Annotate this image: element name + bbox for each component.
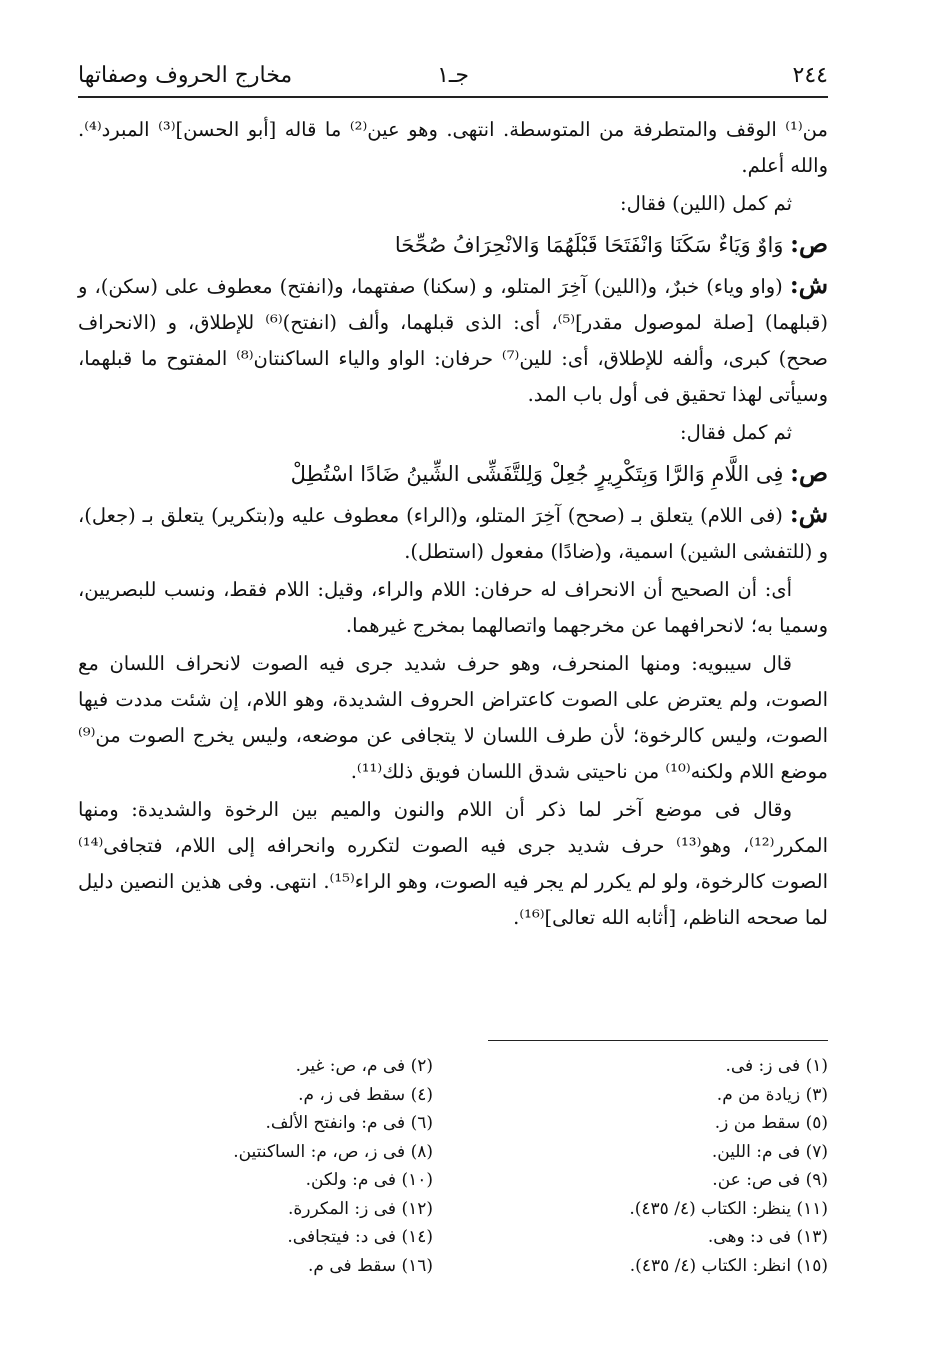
footnote: (٧) فى م: اللين.	[711, 1141, 828, 1162]
commentary-text: (واو وياء) خبرٌ، و(اللين) آخِرَ المتلو، و (سكنا) صفتهما، و(انفتح) معطوف على (سكن)، و (قبلهما) [صلة لموصول مقدر]⁽⁵⁾، أى: الذى قبلهما، وألف (انفتح)⁽⁶⁾ للإطلاق، و (الانحراف صحح) كبرى، وألفه للإطلاق، أى: للين⁽⁷⁾ حرفان: الواو والياء الساكنتان⁽⁸⁾ المفتوح ما قبلهما، وسيأتى لهذا تحقيق فى أول باب المد.	[78, 275, 828, 406]
footnote: (١١) ينظر: الكتاب (٤/ ٤٣٥).	[629, 1198, 828, 1219]
footnote: (٣) زيادة من م.	[716, 1084, 828, 1105]
footnote: (٦) فى م: وانفتح الألف.	[265, 1113, 433, 1133]
footnote: (١٤) فى د: فيتجافى.	[287, 1227, 433, 1247]
volume-label: جـ١	[437, 62, 469, 88]
commentary	[78, 496, 828, 570]
main-text	[78, 112, 828, 938]
footnotes	[78, 1052, 828, 1280]
footnote: (٥) سقط من ز.	[714, 1113, 828, 1133]
verse-tag: ص:	[790, 458, 828, 487]
commentary-text: (فى اللام) يتعلق بـ (صحح) آخِرَ المتلو، و(الراء) معطوف عليه و(بتكرير) يتعلق بـ (جعل)، و (للتفشى الشين) اسمية، و(ضادًا) مفعول (استطل).	[78, 504, 828, 563]
footnote-rule	[488, 1040, 828, 1041]
verse-text: فِى اللَّامِ وَالرَّا وَبِتَكْرِيرٍ جُعِلْ وَلِلتَّفَشِّى الشِّينُ ضَادًا اسْتُطِلْ	[290, 462, 784, 486]
paragraph: من⁽¹⁾ الوقف والمتطرفة من المتوسطة. انتهى. وهو عين⁽²⁾ ما قاله [أبو الحسن]⁽³⁾ المبرد⁽⁴⁾. والله أعلم.	[78, 118, 828, 177]
verse-line	[78, 224, 828, 265]
header-rule	[78, 96, 828, 98]
verse-line	[78, 453, 828, 494]
footnote: (٨) فى ز، ص، م: الساكنتين.	[233, 1141, 433, 1162]
footnote: (١٢) فى ز: المكررة.	[287, 1198, 433, 1219]
running-header	[78, 58, 828, 92]
footnote: (١٠) فى م: ولكن.	[305, 1170, 433, 1190]
page-number: ٢٤٤	[792, 62, 828, 88]
footnote: (١٦) سقط فى م.	[308, 1255, 433, 1276]
paragraph: وقال فى موضع آخر لما ذكر أن اللام والنون والميم بين الرخوة والشديدة: ومنها المكرر⁽¹²⁾، وهو⁽¹³⁾ حرف شديد جرى فيه الصوت لتكرره وانحرافه إلى اللام، فتجافى⁽¹⁴⁾ الصوت كالرخوة، ولو لم يكرر لم يجر فيه الصوت، وهو الراء⁽¹⁵⁾. انتهى. وفى هذين النصين دليل لما صححه الناظم، [أثابه الله تعالى]⁽¹⁶⁾.	[78, 798, 829, 929]
footnote: (١) فى ز: فى.	[725, 1056, 828, 1076]
commentary-tag: ش:	[789, 270, 829, 299]
paragraph: قال سيبويه: ومنها المنحرف، وهو حرف شديد جرى فيه الصوت لانحراف اللسان مع الصوت، ولم يعترض على الصوت كاعتراض الحروف الشديدة، وهو اللام، إن شئت مددت فيها الصوت، وليس كالرخوة؛ لأن طرف اللسان لا يتجافى عن موضعه، وليس يخرج الصوت من⁽⁹⁾ موضع اللام ولكنه⁽¹⁰⁾ من ناحيتى شدق اللسان فويق ذلك⁽¹¹⁾.	[78, 652, 828, 783]
footnote: (٤) سقط فى ز، م.	[298, 1084, 433, 1105]
paragraph: أى: أن الصحيح أن الانحراف له حرفان: اللام والراء، وقيل: اللام فقط، ونسب للبصريين، وسميا به؛ لانحرافهما عن مخرجهما واتصالهما بمخرج غيرهما.	[78, 578, 828, 637]
footnote: (٩) فى ص: عن.	[712, 1170, 828, 1190]
paragraph: ثم كمل (اللين) فقال:	[620, 192, 792, 215]
paragraph: ثم كمل فقال:	[680, 421, 792, 444]
footnote: (٢) فى م، ص: غير.	[295, 1056, 433, 1076]
verse-tag: ص:	[790, 229, 828, 258]
footnote: (١٥) انظر: الكتاب (٤/ ٤٣٥).	[629, 1255, 828, 1276]
commentary-tag: ش:	[789, 499, 828, 528]
chapter-title: مخارج الحروف وصفاتها	[78, 62, 293, 88]
commentary	[78, 267, 828, 413]
footnote: (١٣) فى د: وهى.	[707, 1227, 828, 1247]
verse-text: وَاوٌ وَيَاءٌ سَكَنَا وَانْفَتَحَا قَبْلَهُمَا وَالانْحِرَافُ صُحِّحَا	[394, 233, 784, 257]
